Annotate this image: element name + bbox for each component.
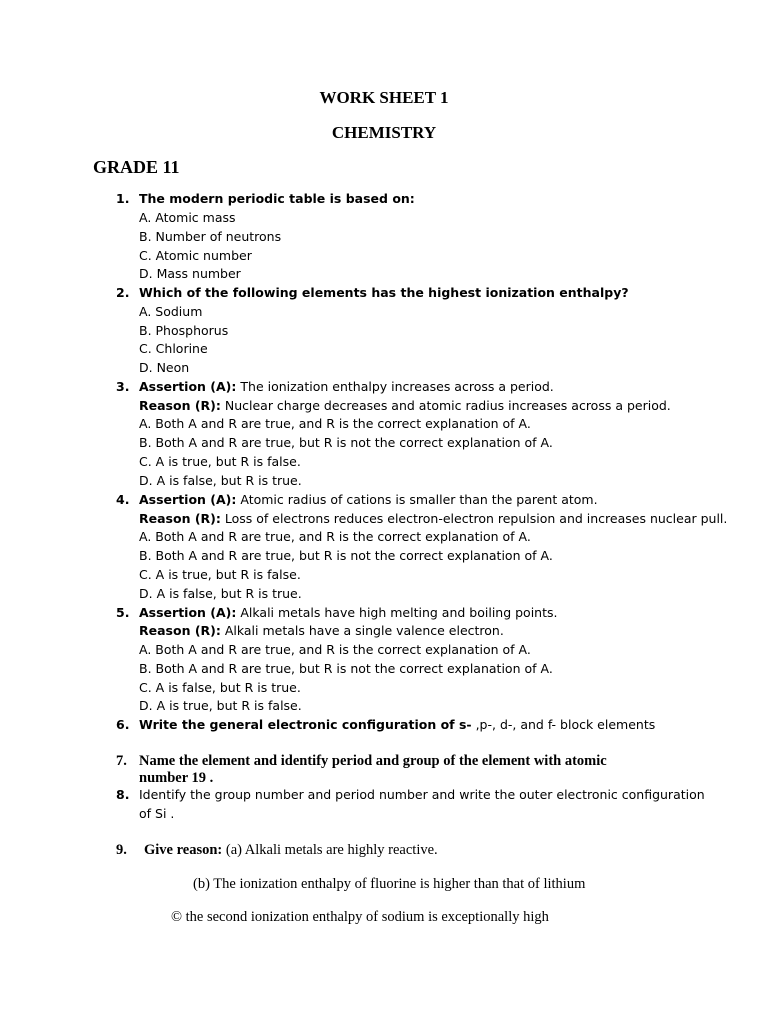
assertion-line <box>139 605 558 621</box>
assertion-text: Atomic radius of cations is smaller than the parent atom. <box>236 492 598 507</box>
question-text-line2: number 19 . <box>139 770 214 786</box>
question-number: 8. <box>116 787 130 802</box>
option-d: D. A is false, but R is true. <box>139 586 302 601</box>
option-b: B. Both A and R are true, but R is not the correct explanation of A. <box>139 435 553 450</box>
question-number: 1. <box>116 191 130 206</box>
option-a: A. Sodium <box>139 304 203 319</box>
option-c: C. A is false, but R is true. <box>139 680 301 695</box>
assertion-label: Assertion (A): <box>139 492 237 507</box>
option-b: B. Both A and R are true, but R is not the correct explanation of A. <box>139 548 553 563</box>
part-a-text: (a) Alkali metals are highly reactive. <box>222 842 438 858</box>
question-number: 5. <box>116 605 130 620</box>
reason-text: Nuclear charge decreases and atomic radius increases across a period. <box>220 398 671 413</box>
question-number: 7. <box>116 753 127 769</box>
question-bold-text: Write the general electronic configuration of s- <box>139 717 472 732</box>
option-b: B. Number of neutrons <box>139 229 282 244</box>
question-text-line2: of Si . <box>139 806 175 821</box>
option-c: C. Chlorine <box>139 341 208 356</box>
reason-label: Reason (R): <box>139 511 221 526</box>
reason-line <box>139 623 504 639</box>
reason-text: Alkali metals have a single valence electron. <box>220 623 504 638</box>
question-number: 6. <box>116 717 130 732</box>
option-d: D. Neon <box>139 360 190 375</box>
assertion-text: Alkali metals have high melting and boiling points. <box>236 605 558 620</box>
option-a: A. Both A and R are true, and R is the correct explanation of A. <box>139 642 531 657</box>
assertion-line <box>139 492 598 508</box>
option-b: B. Both A and R are true, but R is not the correct explanation of A. <box>139 661 553 676</box>
question-text: The modern periodic table is based on: <box>139 191 415 206</box>
assertion-text: The ionization enthalpy increases across a period. <box>236 379 554 394</box>
question-rest-text: ,p-, d-, and f- block elements <box>471 717 656 732</box>
give-reason-label: Give reason: <box>144 842 223 858</box>
question-number: 3. <box>116 379 130 394</box>
option-a: A. Both A and R are true, and R is the correct explanation of A. <box>139 529 531 544</box>
subject-title: CHEMISTRY <box>331 123 437 142</box>
option-b: B. Phosphorus <box>139 323 229 338</box>
question-number: 4. <box>116 492 130 507</box>
question-text: Which of the following elements has the highest ionization enthalpy? <box>139 285 629 300</box>
part-c-text: © the second ionization enthalpy of sodium is exceptionally high <box>171 909 549 925</box>
option-a: A. Both A and R are true, and R is the correct explanation of A. <box>139 416 531 431</box>
assertion-line <box>139 379 554 395</box>
option-c: C. A is true, but R is false. <box>139 567 301 582</box>
option-d: D. A is true, but R is false. <box>139 698 302 713</box>
option-d: D. Mass number <box>139 266 241 281</box>
reason-label: Reason (R): <box>139 398 221 413</box>
option-c: C. A is true, but R is false. <box>139 454 301 469</box>
worksheet-title: WORK SHEET 1 <box>319 88 449 107</box>
reason-label: Reason (R): <box>139 623 221 638</box>
grade-heading: GRADE 11 <box>93 157 180 177</box>
reason-text: Loss of electrons reduces electron-electron repulsion and increases nuclear pull. <box>220 511 728 526</box>
question-number: 2. <box>116 285 130 300</box>
assertion-label: Assertion (A): <box>139 379 237 394</box>
question-text-line1: Name the element and identify period and group of the element with atomic <box>139 753 607 769</box>
assertion-label: Assertion (A): <box>139 605 237 620</box>
question-number: 9. <box>116 842 127 858</box>
reason-line <box>139 511 727 527</box>
option-a: A. Atomic mass <box>139 210 236 225</box>
part-b-text: (b) The ionization enthalpy of fluorine is higher than that of lithium <box>193 876 586 892</box>
question-text <box>144 842 438 859</box>
question-text <box>139 717 655 733</box>
question-text-line1: Identify the group number and period number and write the outer electronic configuration <box>139 787 705 802</box>
option-c: C. Atomic number <box>139 248 252 263</box>
option-d: D. A is false, but R is true. <box>139 473 302 488</box>
reason-line <box>139 398 671 414</box>
